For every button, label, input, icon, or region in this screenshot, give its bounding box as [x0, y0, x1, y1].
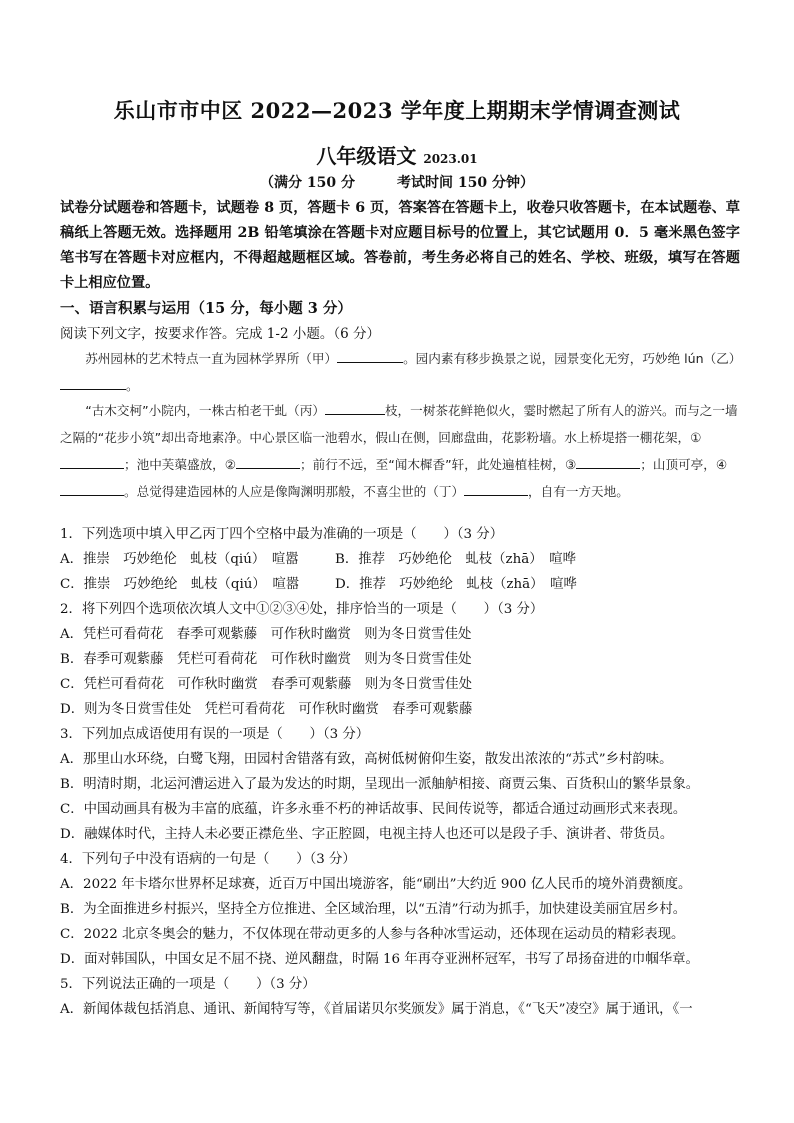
passage-text: ；山顶可亭，④	[640, 457, 728, 472]
option-b: B．春季可观紫藤 凭栏可看荷花 可作秋时幽赏 则为冬日赏雪佳处	[60, 652, 472, 667]
option-a: A．新闻体裁包括消息、通讯、新闻特写等，《首届诺贝尔奖颁发》属于消息，《“飞天”凌空》属于通讯，《一	[60, 1002, 693, 1017]
passage-text: ；前行不远，至“闻木樨香”轩，此处遍植桂树，③	[300, 457, 577, 472]
option-b: B．推荐 巧妙绝伦 虬枝（zhā） 喧哗	[335, 552, 577, 567]
reading-lead: 阅读下列文字，按要求作答。完成 1-2 小题。（6 分）	[60, 326, 380, 342]
exam-instructions: 试卷分试题卷和答题卡，试题卷 8 页，答题卡 6 页，答案答在答题卡上，收卷只收答题卡，在本试题卷、草稿纸上答题无效。选择题用 2B 铅笔填涂在答题卡对应题目标号的位置上，其它试题用 0．5 毫米黑色签字笔书写在答题卡对应框内，不得超越题框区域。答卷前，考生务必将自己的姓名、学校、班级，填写在答题卡上相应位置。	[60, 200, 740, 291]
option-c: C．中国动画具有极为丰富的底蕴，许多永垂不朽的神话故事、民间传说等，都适合通过动画形式来表现。	[60, 802, 687, 817]
question-3: 3．下列加点成语使用有误的一项是（ ）（3 分）	[60, 727, 370, 742]
blank-jia	[337, 350, 403, 363]
option-a: A．那里山水环绕，白鹭飞翔，田园村舍错落有致，高树低树俯仰生姿，散发出浓浓的“苏式”乡村韵味。	[60, 752, 673, 767]
question-1-options-row-2	[60, 573, 750, 592]
exam-title: 乐山市市中区 2022—2023 学年度上期期末学情调查测试	[113, 98, 681, 123]
option-c: C．推崇 巧妙绝纶 虬枝（qiú） 喧嚣	[60, 577, 300, 592]
blank-2	[236, 456, 300, 469]
passage-text: 枝，一树茶花鲜艳似火，霎时燃起了所有人的游兴。而与之一墙之隔的“花步小筑”却出奇地素净。中心景区临一池碧水，假山在侧，回廊盘曲，花影粉墙。水上桥堤搭一棚花架，①	[60, 403, 738, 445]
blank-1	[60, 456, 124, 469]
passage-text: 。总觉得建造园林的人应是像陶渊明那般，不喜尘世的（丁）	[124, 484, 465, 499]
question-5: 5．下列说法正确的一项是（ ）（3 分）	[60, 977, 316, 992]
question-4: 4．下列句子中没有语病的一句是（ ）（3 分）	[60, 852, 356, 867]
exam-subtitle	[0, 140, 794, 169]
passage-paragraph-2	[60, 397, 750, 505]
option-a: A．2022 年卡塔尔世界杯足球赛，近百万中国出境游客，能“刷出”大约近 900 亿人民币的境外消费额度。	[60, 877, 692, 892]
option-d: D．面对韩国队，中国女足不屈不挠、逆风翻盘，时隔 16 年再夺亚洲杯冠军，书写了昂扬奋进的巾帼华章。	[60, 952, 699, 967]
option-a: A．凭栏可看荷花 春季可观紫藤 可作秋时幽赏 则为冬日赏雪佳处	[60, 627, 472, 642]
question-1: 1．下列选项中填入甲乙丙丁四个空格中最为准确的一项是（ ）（3 分）	[60, 527, 504, 542]
passage-text: ；池中芙蕖盛放，②	[124, 457, 237, 472]
option-a: A．推崇 巧妙绝伦 虬枝（qiú） 喧嚣	[60, 552, 299, 567]
passage-paragraph-1	[60, 345, 750, 399]
blank-bing	[325, 402, 385, 415]
blank-4	[60, 483, 124, 496]
passage-text: ，自有一方天地。	[528, 484, 629, 499]
exam-meta	[0, 172, 794, 192]
passage-text: “古木交柯”小院内，一株古柏老干虬（丙）	[85, 403, 325, 418]
question-1-options-row-1	[60, 548, 750, 567]
section-heading: 一、语言积累与运用（15 分，每小题 3 分）	[60, 300, 352, 317]
passage-text: 。	[126, 378, 139, 393]
blank-yi	[60, 377, 126, 390]
full-score: （满分 150 分	[260, 175, 355, 191]
option-d: D．则为冬日赏雪佳处 凭栏可看荷花 可作秋时幽赏 春季可观紫藤	[60, 702, 473, 717]
option-b: B．为全面推进乡村振兴，坚持全方位推进、全区域治理，以“五清”行动为抓手，加快建设美丽宜居乡村。	[60, 902, 687, 917]
option-c: C．凭栏可看荷花 可作秋时幽赏 春季可观紫藤 则为冬日赏雪佳处	[60, 677, 472, 692]
passage-text: 。园内素有移步换景之说，园景变化无穷，巧妙绝 lún（乙）	[403, 351, 742, 366]
passage-text: 苏州园林的艺术特点一直为园林学界所（甲）	[85, 351, 338, 366]
question-2: 2．将下列四个选项依次填人文中①②③④处，排序恰当的一项是（ ）（3 分）	[60, 602, 544, 617]
blank-ding	[464, 483, 528, 496]
exam-time: 考试时间 150 分钟）	[397, 175, 534, 191]
exam-date: 2023.01	[423, 152, 478, 166]
grade-subject: 八年级语文	[316, 144, 417, 168]
option-d: D．融媒体时代，主持人未必要正襟危坐、字正腔圆，电视主持人也还可以是段子手、演讲者、带货员。	[60, 827, 674, 842]
option-d: D．推荐 巧妙绝纶 虬枝（zhā） 喧哗	[335, 577, 577, 592]
option-c: C．2022 北京冬奥会的魅力，不仅体现在带动更多的人参与各种冰雪运动，还体现在运动员的精彩表现。	[60, 927, 685, 942]
option-b: B．明清时期，北运河漕运进入了最为发达的时期，呈现出一派舳舻相接、商贾云集、百货积山的繁华景象。	[60, 777, 700, 792]
blank-3	[576, 456, 640, 469]
